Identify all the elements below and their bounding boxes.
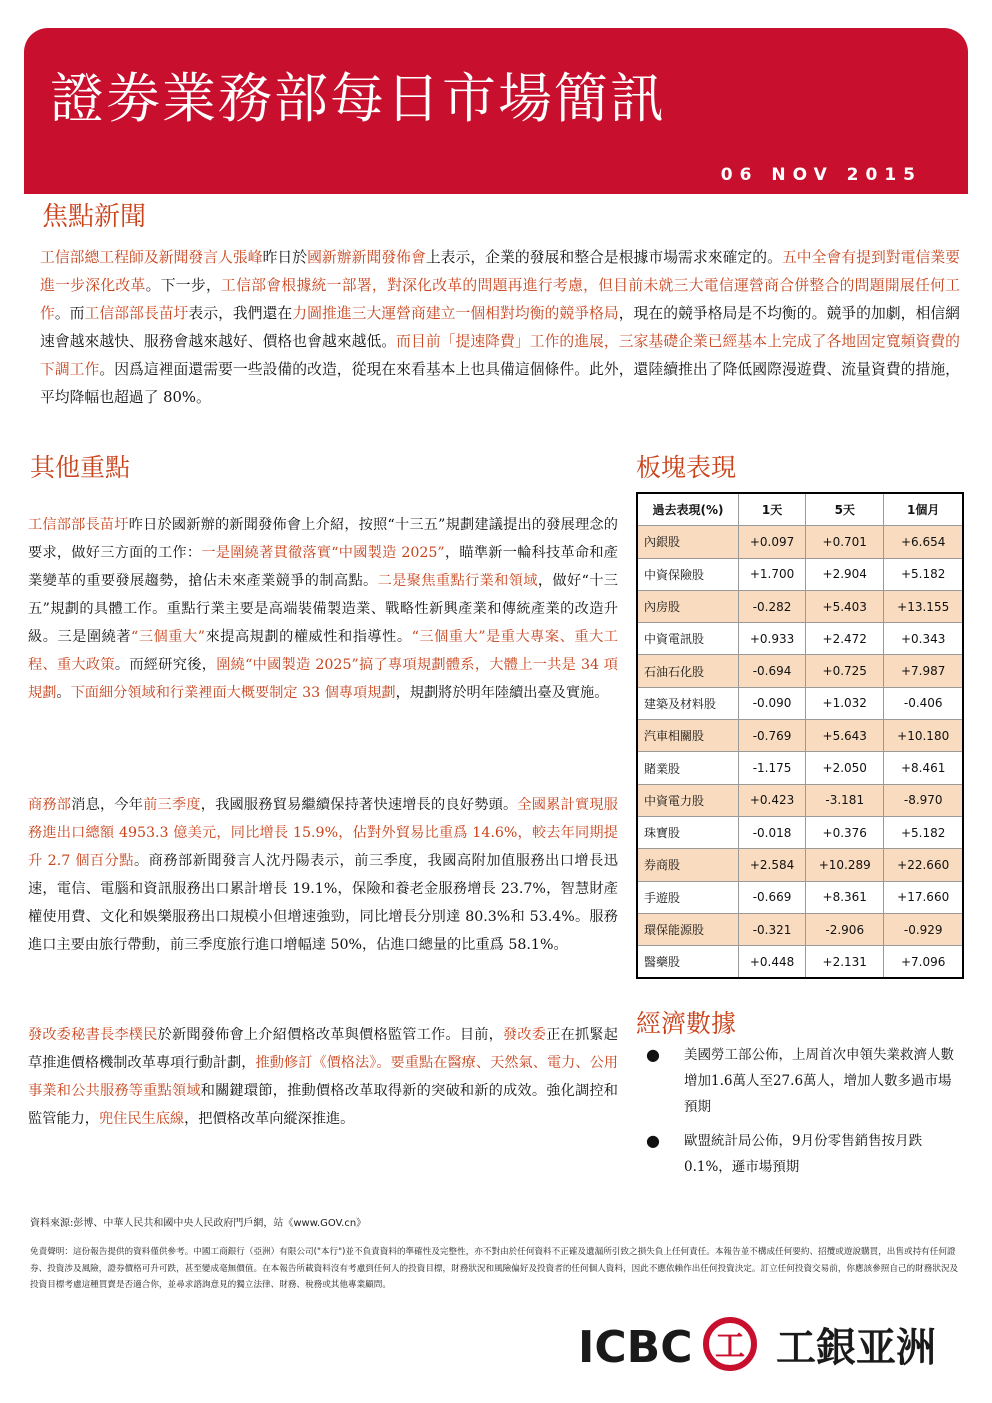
value-5d: +8.361 (806, 881, 884, 913)
value-5d: +2.472 (806, 623, 884, 655)
highlight-text: 工信部部長苗圩 (84, 305, 189, 322)
body-text: ，把價格改革向縱深推進。 (184, 1111, 355, 1127)
highlight-paragraph-1 (28, 511, 618, 707)
highlight-text: 下面細分領域和行業裡面大概要制定 33 個專項規劃 (70, 685, 396, 701)
value-1d: -0.282 (739, 590, 806, 622)
value-5d: +0.701 (806, 526, 884, 558)
body-text: 上表示，企業的發展和整合是根據市場需求來確定的。 (425, 249, 782, 266)
value-1d: -1.175 (739, 752, 806, 784)
value-1d: +2.584 (739, 849, 806, 881)
header-5d: 5天 (806, 493, 884, 526)
value-1m: -0.406 (884, 687, 963, 719)
value-1d: +0.448 (739, 946, 806, 979)
table-header-row (637, 493, 963, 526)
value-1d: -0.321 (739, 913, 806, 945)
body-text: 。 (56, 685, 71, 701)
table-row (637, 687, 963, 719)
table-row (637, 590, 963, 622)
value-1m: +5.182 (884, 816, 963, 848)
body-text: ，現在的競爭格局是不均衡的。競爭的加劇，相信網速會越來越快、服務會越來越好、價格也會越來越低。 (40, 305, 960, 350)
table-row (637, 558, 963, 590)
highlight-text: 全國累計實現服務進出口總額 4953.3 億美元，同比增長 15.9%，佔對外貿易比重爲 14.6%，較去年同期提升 2.7 個百分點 (28, 797, 618, 869)
body-text: 於新聞發佈會上介紹價格改革與價格監管工作。目前， (157, 1027, 503, 1043)
table-row (637, 655, 963, 687)
value-1m: +0.343 (884, 623, 963, 655)
list-item: ● 歐盟統計局公佈，9月份零售銷售按月跌0.1%，遜市場預期 (640, 1128, 960, 1180)
highlight-text: 推動修訂《價格法》。要重點在醫療、天然氣、電力、公用事業和公共服務等重點領域 (28, 1055, 618, 1099)
sector-name: 中資電力股 (637, 784, 739, 816)
value-5d: +2.131 (806, 946, 884, 979)
focus-news-body (40, 244, 960, 412)
disclaimer: 免責聲明：這份報告提供的資料僅供參考。中國工商銀行（亞洲）有限公司("本行")並不負責資料的準確性及完整性，亦不對由於任何資料不正確及遺漏所引致之損失負上任何責任。本報告並不構成任何要約、招攬或遊說購買，出售或持有任何證券、投資涉及風險，證券價格可升可跌，甚至變成毫無價值。在本報告所載資料沒有考慮到任何人的投資目標，財務狀況和風險偏好及投資者的任何個人資料，因此不應依賴作出任何投資決定。訂立任何投資交易前，你應該參照自己的財務狀況及投資目標考慮這種買賣是否適合你，並尋求諮詢意見的獨立法律、財務、稅務或其他專業顧問。 (30, 1247, 959, 1290)
highlight-text: 而目前「提速降費」工作的進展，三家基礎企業已經基本上完成了各地固定寬頻資費的下調工作 (40, 333, 960, 378)
value-1d: -0.018 (739, 816, 806, 848)
body-text: 正在抓緊起草推進價格機制改革專項行動計劃， (28, 1027, 618, 1071)
value-1d: -0.669 (739, 881, 806, 913)
value-5d: +2.050 (806, 752, 884, 784)
economic-data-title: 經濟數據 (636, 1009, 737, 1038)
body-text: 昨日於 (262, 249, 308, 266)
highlight-text: “三個重大” (131, 629, 205, 645)
highlight-text: 工信部會根據統一部署，對深化改革的問題再進行考慮，但目前未就三大電信運營商合併整合的問題開展任何工作 (40, 277, 960, 322)
value-1d: +1.700 (739, 558, 806, 590)
table-row (637, 849, 963, 881)
value-1d: +0.097 (739, 526, 806, 558)
highlight-text: 力圖推進三大運營商建立一個相對均衡的競爭格局 (292, 305, 619, 322)
value-5d: +10.289 (806, 849, 884, 881)
value-1m: +7.096 (884, 946, 963, 979)
highlight-text: 工信部總工程師及新聞發言人張峰 (40, 249, 263, 266)
value-1m: +8.461 (884, 752, 963, 784)
table-row (637, 720, 963, 752)
table-row (637, 816, 963, 848)
sector-name: 中資保險股 (637, 558, 739, 590)
body-text: ，規劃將於明年陸續出臺及實施。 (395, 685, 609, 701)
value-1m: +5.182 (884, 558, 963, 590)
sector-name: 券商股 (637, 849, 739, 881)
highlight-text: 圍繞“中國製造 2025”搞了專項規劃體系，大體上一共是 34 項規劃 (28, 657, 618, 701)
svg-text:工: 工 (715, 1329, 745, 1364)
report-date: 06 NOV 2015 (720, 165, 922, 185)
focus-news-title: 焦點新聞 (42, 202, 147, 232)
value-5d: +1.032 (806, 687, 884, 719)
value-5d: -2.906 (806, 913, 884, 945)
body-text: 。而經研究後， (114, 657, 217, 673)
page-title: 證劵業務部每日市場簡訊 (50, 67, 666, 130)
body-text: ，我國服務貿易繼續保持著快速增長的良好勢頭。 (200, 797, 518, 813)
highlight-text: 前三季度 (143, 797, 201, 813)
body-text: 來提高規劃的權威性和指導性。 (204, 629, 412, 645)
highlight-text: 國新辦新聞發佈會 (307, 249, 426, 266)
highlight-text: 五中全會有提到對電信業要進一步深化改革 (40, 249, 960, 294)
sector-performance-table (636, 492, 964, 979)
body-text: 和關鍵環節，推動價格改革取得新的突破和新的成效。強化調控和監管能力， (28, 1083, 618, 1127)
header-1m: 1個月 (884, 493, 963, 526)
sector-name: 建築及材料股 (637, 687, 739, 719)
header-1d: 1天 (739, 493, 806, 526)
highlight-text: 發改委 (503, 1027, 547, 1043)
logo-chinese-text: 工銀亚洲 (776, 1325, 936, 1371)
highlight-text: 工信部部長苗圩 (28, 517, 129, 533)
highlight-text: “三個重大”是重大專案、重大工程、重大政策 (28, 629, 618, 673)
value-1m: -0.929 (884, 913, 963, 945)
table-row (637, 623, 963, 655)
sector-performance-title: 板塊表現 (636, 453, 737, 482)
value-1m: +7.987 (884, 655, 963, 687)
body-text: 。下一步， (145, 277, 222, 294)
value-1m: +6.654 (884, 526, 963, 558)
body-text: 。商務部新聞發言人沈丹陽表示，前三季度，我國高附加值服務出口增長迅速，電信、電腦和資訊服務出口累計增長 19.1%，保險和養老金服務增長 23.7%，智慧財產權使用費、文化和娛樂服務出口規模小但增速強勁，同比增長分別達 80.3%和 53.4%。服務進口主要由旅行帶動，前三季度旅行進口增幅達 50%，佔進口總量的比重爲 58.1%。 (28, 853, 618, 953)
table-row (637, 881, 963, 913)
header-banner (24, 28, 968, 194)
sector-name: 內銀股 (637, 526, 739, 558)
highlight-text: 二是聚焦重點行業和領域 (377, 573, 538, 589)
sector-name: 汽車相關股 (637, 720, 739, 752)
sector-name: 內房股 (637, 590, 739, 622)
icbc-logo (578, 1316, 958, 1372)
table-row (637, 784, 963, 816)
highlight-text: 發改委秘書長李樸民 (28, 1027, 158, 1043)
value-1d: +0.423 (739, 784, 806, 816)
value-1m: -8.970 (884, 784, 963, 816)
data-source: 資料來源:彭博、中華人民共和國中央人民政府門戶網，站《www.GOV.cn》 (30, 1218, 367, 1229)
value-1m: +22.660 (884, 849, 963, 881)
value-1d: +0.933 (739, 623, 806, 655)
sector-name: 手遊股 (637, 881, 739, 913)
value-5d: -3.181 (806, 784, 884, 816)
table-row (637, 913, 963, 945)
sector-name: 石油石化股 (637, 655, 739, 687)
value-5d: +5.643 (806, 720, 884, 752)
table-row (637, 752, 963, 784)
table-row (637, 526, 963, 558)
economic-data-list (640, 1042, 960, 1188)
body-text: ，瞄準新一輪科技革命和產業變革的重要發展趨勢，搶佔未來產業競爭的制高點。 (28, 545, 618, 589)
sector-name: 醫藥股 (637, 946, 739, 979)
bullet-icon: ● (646, 1045, 660, 1064)
sector-name: 賭業股 (637, 752, 739, 784)
value-1d: -0.769 (739, 720, 806, 752)
sector-name: 環保能源股 (637, 913, 739, 945)
highlight-text: 兜住民生底線 (98, 1111, 185, 1127)
body-text: 消息，今年 (71, 797, 144, 813)
logo-text: ICBC (578, 1322, 693, 1372)
table-row (637, 946, 963, 979)
highlight-paragraph-2 (28, 791, 618, 959)
sector-name: 珠寶股 (637, 816, 739, 848)
list-item: ● 美國勞工部公佈，上周首次申領失業救濟人數增加1.6萬人至27.6萬人，增加人數多過市場預期 (640, 1042, 960, 1120)
highlight-text: 一是圍繞著貫徹落實“中國製造 2025” (201, 545, 445, 561)
value-1d: -0.090 (739, 687, 806, 719)
icbc-seal-icon (706, 1320, 754, 1368)
value-1m: +13.155 (884, 590, 963, 622)
value-5d: +5.403 (806, 590, 884, 622)
body-text: 昨日於國新辦的新聞發佈會上介紹，按照“十三五”規劃建議提出的發展理念的要求，做好三方面的工作： (28, 517, 618, 561)
highlight-paragraph-3 (28, 1021, 618, 1133)
body-text: 表示，我們還在 (188, 305, 293, 322)
sector-name: 中資電訊股 (637, 623, 739, 655)
other-highlights-title: 其他重點 (30, 453, 131, 482)
value-5d: +0.725 (806, 655, 884, 687)
value-1d: -0.694 (739, 655, 806, 687)
value-5d: +0.376 (806, 816, 884, 848)
value-1m: +10.180 (884, 720, 963, 752)
body-text: 。因爲這裡面還需要一些設備的改造，從現在來看基本上也具備這個條件。此外，還陸續推出了降低國際漫遊費、流量資費的措施，平均降幅也超過了 80%。 (40, 361, 960, 406)
highlight-text: 商務部 (28, 797, 72, 813)
value-5d: +2.904 (806, 558, 884, 590)
body-text: ，做好“十三五”規劃的具體工作。重點行業主要是高端裝備製造業、戰略性新興產業和傳統產業的改造升級。三是圍繞著 (28, 573, 618, 645)
bullet-icon: ● (646, 1131, 660, 1150)
body-text: 。而 (54, 305, 85, 322)
header-period: 過去表現(%) (637, 493, 739, 526)
value-1m: +17.660 (884, 881, 963, 913)
